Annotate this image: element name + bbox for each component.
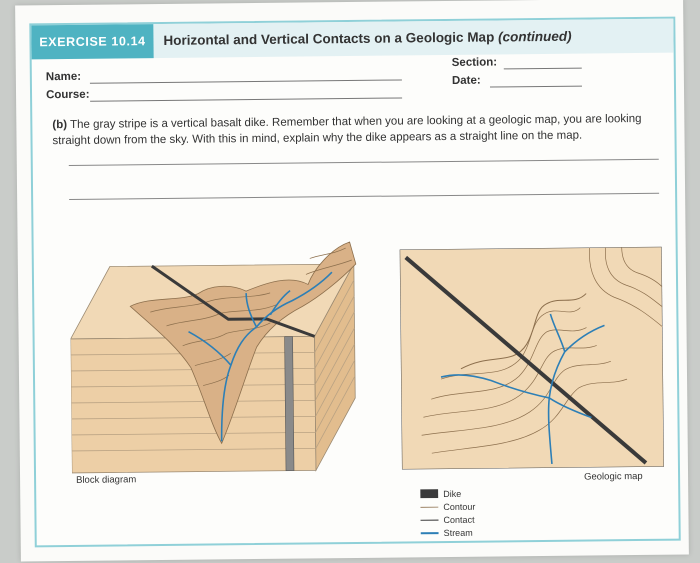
block-diagram-caption: Block diagram <box>76 474 137 486</box>
date-label: Date: <box>451 74 481 87</box>
name-line[interactable] <box>90 79 402 83</box>
question-text: The gray stripe is a vertical basalt dike. Remember that when you are looking at a geologic map, you are looking straight down from the sky. With this in mind, explain why the dike appears as a straight line on the map. <box>52 112 642 148</box>
exercise-number: EXERCISE 10.14 <box>31 24 153 59</box>
legend-label: Dike <box>443 488 462 499</box>
stream-line-icon <box>421 528 439 537</box>
legend-label: Contact <box>443 514 475 525</box>
geologic-map-caption: Geologic map <box>584 470 643 483</box>
legend-label: Stream <box>443 527 473 538</box>
contour-line-icon <box>420 502 438 511</box>
name-label: Name: <box>45 70 82 84</box>
legend-item <box>420 513 475 527</box>
exercise-title-text: Horizontal and Vertical Contacts on a Geologic Map <box>163 29 495 48</box>
section-line[interactable] <box>504 68 582 70</box>
dike-swatch-icon <box>420 489 438 498</box>
block-diagram <box>70 234 389 483</box>
dike-front <box>285 337 294 471</box>
textbook-page <box>15 0 689 561</box>
contact-line-icon <box>420 515 438 524</box>
exercise-title-suffix: (continued) <box>497 28 572 45</box>
course-label: Course: <box>45 88 90 102</box>
course-line[interactable] <box>90 97 402 101</box>
answer-line-2[interactable] <box>69 193 659 200</box>
map-frame <box>400 247 664 470</box>
legend-label: Contour <box>443 501 476 512</box>
section-label: Section: <box>451 56 498 69</box>
legend-item <box>421 526 476 540</box>
map-legend <box>420 487 476 540</box>
question-label: (b) <box>52 118 68 132</box>
question-b <box>52 111 642 149</box>
exercise-header <box>31 19 673 60</box>
exercise-frame <box>29 17 680 548</box>
legend-item <box>420 487 475 501</box>
legend-item <box>420 500 475 514</box>
answer-line-1[interactable] <box>69 159 659 166</box>
date-line[interactable] <box>490 86 582 88</box>
geologic-map <box>400 247 664 470</box>
exercise-title <box>163 20 571 58</box>
